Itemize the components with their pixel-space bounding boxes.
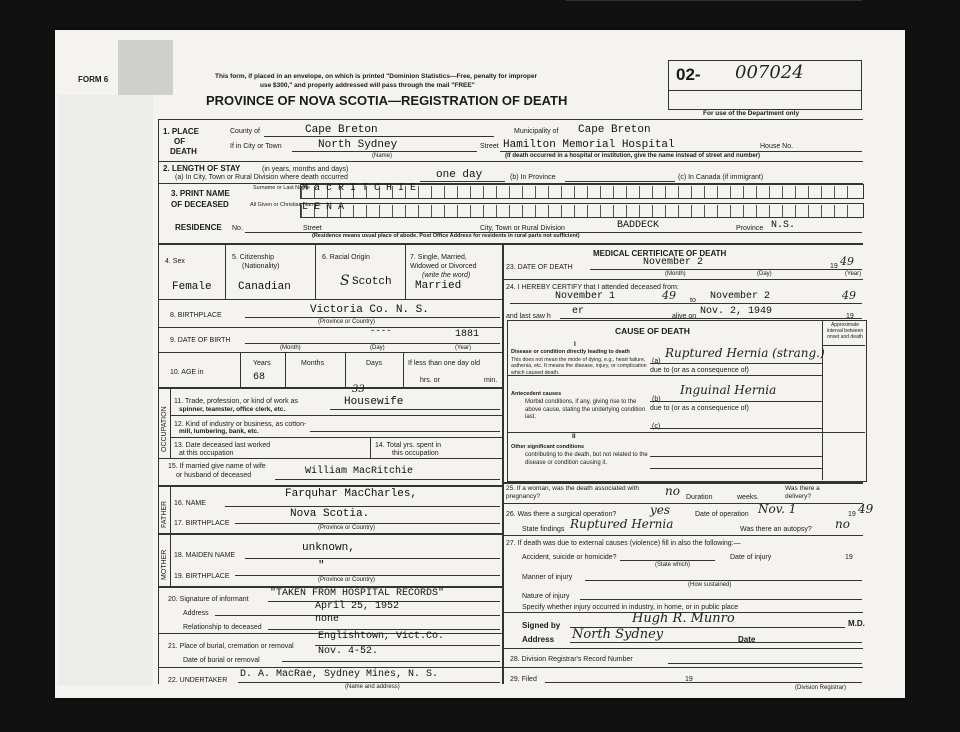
racial-label: 6. Racial Origin (322, 254, 370, 261)
attend-to-year: 49 (842, 289, 856, 302)
rule (158, 161, 863, 162)
rule (507, 432, 865, 433)
occupation-side-label: OCCUPATION (161, 406, 168, 452)
rule (158, 458, 502, 459)
rule (502, 535, 863, 536)
rule (502, 503, 863, 504)
citizenship-value: Canadian (238, 281, 291, 293)
cause-c-label: (c) (652, 423, 661, 430)
q14-label: 14. Total yrs. spent in (375, 442, 442, 449)
rule (158, 243, 863, 245)
rule (315, 243, 316, 299)
registration-number: 007024 (735, 62, 804, 83)
residence-street-label: Street (303, 225, 322, 232)
rule (650, 363, 822, 364)
last-saw-sex: er (572, 306, 585, 317)
q25-value: no (665, 484, 680, 498)
alive-label: alive on (672, 313, 697, 320)
dob-label: 9. DATE OF BIRTH (170, 337, 231, 344)
antecedent-description: Morbid conditions, if any, giving rise to the above cause, stating the underlying condition last. (525, 399, 646, 420)
rule (502, 648, 863, 649)
rule (285, 352, 286, 387)
rule (585, 580, 862, 581)
signed-label: Signed by (522, 621, 561, 630)
rule (245, 343, 500, 344)
findings-value: Ruptured Hernia (570, 517, 674, 531)
age-label: 10. AGE in (170, 369, 204, 376)
rule (158, 299, 502, 300)
marital-label-2: Widowed or Divorced (410, 263, 477, 270)
duration-label: Duration (686, 494, 713, 501)
nature-label: Nature of injury (522, 593, 570, 600)
birthplace-sub: (Province or Country) (318, 319, 376, 325)
op-date-label: Date of operation (695, 511, 749, 518)
rule (507, 375, 822, 376)
street-label: Street (480, 143, 499, 150)
mother-birthplace-sub: (Province or Country) (318, 577, 376, 583)
q11-value: Housewife (344, 396, 404, 408)
disease-label: Disease or condition directly leading to death (511, 349, 630, 355)
injury-date-label: Date of injury (730, 554, 772, 561)
cause-b-value: Inguinal Hernia (680, 383, 777, 397)
residence-province: N.S. (771, 220, 796, 231)
city-value: North Sydney (318, 139, 398, 151)
rule (225, 243, 226, 299)
q26-label: 26. Was there a surgical operation? (506, 511, 617, 518)
alive-year-prefix: 19 (846, 313, 854, 320)
attend-to-label: to (690, 297, 696, 304)
rule (580, 599, 862, 600)
rule (158, 352, 502, 353)
father-birthplace-sub: (Province or Country) (318, 525, 376, 531)
dob-year: 1881 (455, 329, 480, 340)
due-to-b: due to (or as a consequence of) (650, 405, 749, 412)
rule (240, 352, 241, 387)
street-value: Hamilton Memorial Hospital (503, 139, 675, 151)
cause-a-label: (a) (652, 358, 661, 365)
rule (545, 682, 862, 683)
rule (565, 181, 675, 182)
stay-a-label: (a) In City, Town or Rural Division where death occurred (175, 174, 348, 181)
rule (560, 318, 862, 319)
rule (158, 485, 502, 487)
burial-date: Nov. 4-52. (318, 646, 379, 657)
residence-city: BADDECK (617, 220, 660, 231)
q15-label: 15. If married give name of wife (168, 463, 266, 470)
father-name: Farquhar MacCharles, (285, 488, 418, 500)
death-day-sub: (Day) (757, 271, 772, 277)
given-grid (300, 203, 864, 218)
q29-label: 29. Filed (510, 676, 537, 683)
rule (235, 523, 500, 524)
due-to-a: due to (or as a consequence of) (650, 367, 749, 374)
cause-a-value: Ruptured Hernia (strang.) (665, 346, 825, 360)
rule (158, 667, 502, 668)
rule (170, 415, 502, 416)
specify-label: Specify whether injury occurred in industry, in home, or in public place (522, 604, 739, 611)
rule (668, 663, 862, 664)
age-min-label: min. (484, 377, 498, 384)
q13-label: 13. Date deceased last worked (174, 442, 271, 449)
rule (292, 151, 477, 152)
rule (566, 0, 862, 1)
death-year: 49 (840, 255, 854, 268)
place-label: 1. PLACE (163, 127, 200, 136)
cause-b-label: (b) (652, 396, 661, 403)
rule (650, 456, 822, 457)
registration-box-divider (668, 90, 861, 91)
weeks-label: weeks. (737, 494, 759, 501)
sex-label: 4. Sex (165, 258, 185, 265)
rule (650, 428, 822, 429)
delivery-label: Was there a delivery? (785, 485, 820, 500)
marital-label-3: (write the word) (422, 272, 471, 279)
county-label: County of (230, 128, 260, 135)
q24-label: 24. I HEREBY CERTIFY that I attended deceased from: (506, 284, 679, 291)
age-years-label: Years (253, 360, 271, 367)
rule (310, 431, 500, 432)
dob-year-sub: (Year) (455, 345, 472, 351)
rule (170, 437, 502, 438)
q28-label: 28. Division Registrar's Record Number (510, 656, 633, 663)
rule (345, 352, 346, 387)
rule (330, 409, 500, 410)
registrar-sub: (Division Registrar) (795, 685, 847, 691)
relationship-label: Relationship to deceased (183, 624, 262, 631)
q11-label-b: spinner, teamster, office clerk, etc. (179, 406, 286, 413)
municipality-label: Municipality of (514, 128, 559, 135)
last-saw-label: and last saw h (506, 313, 551, 320)
findings-label: State findings (522, 526, 565, 533)
autopsy-value: no (835, 517, 850, 531)
q21-label: 21. Place of burial, cremation or removal (168, 643, 294, 650)
rule (650, 401, 822, 402)
antecedent-label: Antecedent causes (511, 391, 562, 397)
rule (170, 387, 171, 458)
rule (822, 345, 865, 346)
q22-label: 22. UNDERTAKER (168, 677, 228, 684)
rule (502, 279, 863, 280)
filed-year-prefix: 19 (685, 676, 693, 683)
rule (268, 629, 500, 630)
rule (158, 119, 863, 120)
other-conditions-description: contributing to the death, but not related to the disease or condition causing it. (525, 452, 648, 466)
rule (235, 575, 500, 576)
place-label-of: OF (174, 137, 186, 146)
roman-one: I (574, 341, 576, 348)
marital-label-1: 7. Single, Married, (410, 254, 467, 261)
rule (590, 269, 862, 270)
mother-side-label: MOTHER (161, 549, 168, 580)
father-birthplace: Nova Scotia. (290, 508, 370, 520)
residence-note: (Residence means usual place of abode. Post Office Address for residents in rural parts not sufficient) (312, 233, 580, 239)
alive-date: Nov. 2, 1949 (700, 306, 773, 317)
department-use-note: For use of the Department only (703, 110, 800, 117)
q16-label: 16. NAME (174, 500, 206, 507)
q11-label: 11. Trade, profession, or kind of work as (174, 398, 298, 405)
autopsy-label: Was there an autopsy? (740, 526, 812, 533)
rule (502, 667, 863, 668)
signature: Hugh R. Munro (632, 611, 735, 626)
state-which-sub: (State which) (655, 562, 691, 568)
rule (245, 558, 500, 559)
rule (282, 661, 500, 662)
residence-province-label: Province (736, 225, 764, 232)
rule (650, 468, 822, 469)
op-year-prefix: 19 (848, 511, 856, 518)
q11-mark: 33 (352, 384, 365, 395)
dob-day-sub: (Day) (370, 345, 385, 351)
informant-address: April 25, 1952 (315, 601, 400, 612)
q13-label-b: at this occupation (179, 450, 234, 457)
rule (238, 682, 500, 683)
q12-label: 12. Kind of industry or business, as cotton- (174, 421, 307, 428)
house-label: House No. (760, 143, 794, 150)
rule (405, 243, 406, 299)
form-number: FORM 6 (78, 75, 109, 84)
place-label-death: DEATH (170, 147, 197, 156)
birthplace-value: Victoria Co. N. S. (310, 304, 429, 316)
q17-label: 17. BIRTHPLACE (174, 520, 230, 527)
attend-to: November 2 (710, 291, 771, 302)
residence-no-label: No. (232, 225, 243, 232)
q20-label: 20. Signature of informant (168, 596, 249, 603)
relationship-value: none (315, 614, 340, 625)
death-year-sub: (Year) (845, 271, 862, 277)
other-conditions-label: Other significant conditions (511, 444, 585, 450)
accident-label: Accident, suicide or homicide? (522, 554, 617, 561)
undertaker-sub: (Name and address) (345, 684, 400, 690)
q27-label: 27. If death was due to external causes (violence) fill in also the following:— (506, 540, 741, 547)
rule (500, 151, 862, 152)
rule (510, 303, 862, 304)
rule (245, 317, 500, 318)
paper-tab (118, 40, 173, 95)
op-year: 49 (858, 502, 874, 516)
mother-maiden: unknown, (302, 542, 355, 554)
q14-label-b: this occupation (392, 450, 439, 457)
q25-label: 25. If a woman, was the death associated with pregnancy? (506, 485, 639, 500)
cause-title: CAUSE OF DEATH (615, 326, 690, 336)
informant-signature: "TAKEN FROM HOSPITAL RECORDS" (270, 588, 445, 599)
dob-month-sub: (Month) (280, 345, 301, 351)
medical-title: MEDICAL CERTIFICATE OF DEATH (593, 249, 727, 258)
rule (215, 615, 500, 616)
rule (225, 506, 500, 507)
rule (170, 533, 171, 586)
marital-value: Married (415, 280, 462, 292)
age-less-label: If less than one day old (408, 360, 480, 367)
residence-city-label: City, Town or Rural Division (480, 225, 565, 232)
county-value: Cape Breton (305, 124, 378, 136)
burial-place: Englishtown, Vict.Co. (318, 631, 445, 642)
q23-label: 23. DATE OF DEATH (506, 264, 573, 271)
rule (158, 533, 502, 535)
rule (158, 119, 159, 684)
q26-value: yes (650, 503, 671, 517)
how-sustained-sub: (How sustained) (688, 582, 732, 588)
name-label-1: 3. PRINT NAME (171, 189, 230, 198)
city-label: If in City or Town (230, 143, 282, 150)
disease-description: This does not mean the mode of dying, e.g., heart failure, asthenia, etc. It means the disease, injury, or complication which caused death. (511, 357, 647, 376)
rule (158, 327, 502, 328)
age-days-label: Days (366, 360, 382, 367)
age-hrs-label: hrs. or (420, 377, 440, 384)
stay-c-label: (c) In Canada (if immigrant) (678, 174, 764, 181)
undertaker: D. A. MacRae, Sydney Mines, N. S. (240, 669, 439, 680)
street-note: (If death occurred in a hospital or institution, give the name instead of street and number) (505, 153, 761, 159)
name-sublabel: (Name) (372, 153, 393, 159)
given-value: LENA (302, 202, 351, 213)
rule (822, 320, 823, 480)
rule (158, 387, 502, 389)
q15-label-b: or husband of deceased (176, 472, 252, 479)
age-years-value: 68 (253, 372, 266, 383)
spouse-value: William MacRitchie (305, 466, 414, 477)
citizenship-sub: (Nationality) (242, 263, 280, 270)
citizenship-label: 5. Citizenship (232, 254, 275, 261)
q19-label: 19. BIRTHPLACE (174, 573, 230, 580)
roman-two: II (572, 433, 576, 440)
birthplace-label: 8. BIRTHPLACE (170, 312, 222, 319)
rule (620, 560, 715, 561)
rule (502, 482, 863, 484)
dob-dash: ---- (370, 326, 392, 336)
form-title: PROVINCE OF NOVA SCOTIA—REGISTRATION OF DEATH (206, 93, 568, 108)
given-label: All Given or Christian Names (250, 202, 321, 208)
doctor-date-label: Date (738, 635, 756, 644)
death-date: November 2 (643, 257, 704, 268)
mother-birthplace: " (318, 560, 325, 572)
sex-value: Female (172, 281, 212, 293)
manner-label: Manner of injury (522, 574, 573, 581)
rule (570, 642, 862, 643)
rule (420, 181, 505, 182)
md-label: M.D. (848, 619, 865, 628)
mail-notice-line2: use $300," and properly addressed will pass through the mail "FREE" (260, 82, 475, 89)
stay-b-label: (b) In Province (510, 174, 556, 181)
municipality-value: Cape Breton (578, 124, 651, 136)
rule (264, 136, 494, 137)
rule (275, 479, 500, 480)
racial-value: Scotch (352, 276, 392, 288)
stay-a-value: one day (436, 169, 483, 181)
informant-address-label: Address (183, 610, 209, 617)
rule (370, 437, 371, 458)
rule (502, 243, 504, 684)
q18-label: 18. MAIDEN NAME (174, 552, 236, 559)
mail-notice-line1: This form, if placed in an envelope, on which is printed "Dominion Statistics—Free, penalty for improper (215, 73, 537, 80)
attend-from: November 1 (555, 291, 616, 302)
death-year-prefix: 19 (830, 263, 838, 270)
death-month-sub: (Month) (665, 271, 686, 277)
father-side-label: FATHER (161, 500, 168, 528)
age-months-label: Months (301, 360, 324, 367)
binding-stub (58, 95, 153, 685)
stay-label: 2. LENGTH OF STAY (163, 164, 241, 173)
attend-from-year: 49 (662, 289, 676, 302)
name-label-2: OF DECEASED (171, 200, 229, 209)
doctor-address: North Sydney (572, 627, 664, 642)
approx-interval-label: Approximate interval between onset and death (826, 322, 864, 340)
racial-mark: S (340, 273, 350, 289)
op-date: Nov. 1 (758, 502, 797, 516)
doctor-address-label: Address (522, 635, 555, 644)
q12-label-b: mill, lumbering, bank, etc. (179, 428, 259, 435)
rule (170, 485, 171, 533)
injury-year-prefix: 19 (845, 554, 853, 561)
surname-label: Surname or Last Name (253, 185, 310, 191)
registration-prefix: 02- (676, 65, 701, 84)
burial-date-label: Date of burial or removal (183, 657, 260, 664)
rule (403, 352, 404, 387)
stay-label-note: (in years, months and days) (262, 166, 349, 173)
residence-label: RESIDENCE (175, 223, 222, 232)
surname-value: MacRITCHIE (302, 183, 423, 194)
